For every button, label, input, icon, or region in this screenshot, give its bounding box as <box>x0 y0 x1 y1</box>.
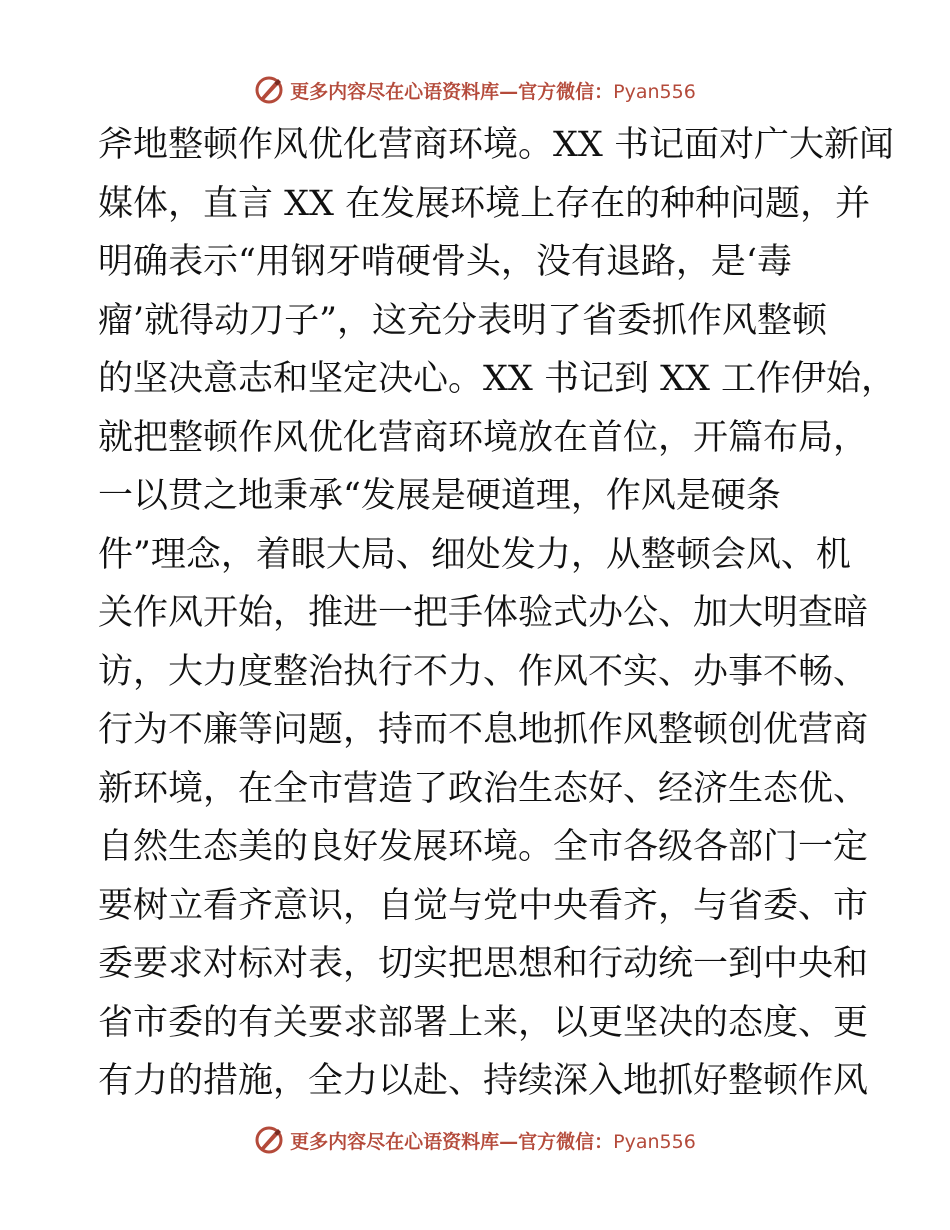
paragraph-line: 访，大力度整治执行不力、作风不实、办事不畅、 <box>98 651 869 692</box>
paragraph-line: 一以贯之地秉承“发展是硬道理，作风是硬条 <box>98 476 781 516</box>
paragraph-line: 新环境，在全市营造了政治生态好、经济生态优、 <box>98 768 869 809</box>
footer-watermark-text: 更多内容尽在心语资料库—官方微信：Pyan556 <box>290 1130 696 1153</box>
paragraph-line: 件”理念，着眼大局、细处发力，从整顿会风、机 <box>98 534 851 575</box>
pen-logo-icon <box>254 75 284 105</box>
paragraph-line: 自然生态美的良好发展环境。全市各级各部门一定 <box>98 827 869 867</box>
paragraph-line: 委要求对标对表，切实把思想和行动统一到中央和 <box>98 944 869 984</box>
paragraph-line: 明确表示“用钢牙啃硬骨头，没有退路，是‘毒 <box>98 242 793 282</box>
paragraph-line: 就把整顿作风优化营商环境放在首位，开篇布局， <box>98 417 869 458</box>
document-body <box>98 116 897 1111</box>
header-watermark <box>0 72 950 108</box>
footer-watermark <box>0 1122 950 1158</box>
paragraph-line: 的坚决意志和坚定决心。XX 书记到 XX 工作伊始， <box>98 359 897 399</box>
paragraph-line: 省市委的有关要求部署上来，以更坚决的态度、更 <box>98 1002 869 1043</box>
paragraph-line: 瘤’就得动刀子”，这充分表明了省委抓作风整顿 <box>98 300 828 341</box>
paragraph-line: 斧地整顿作风优化营商环境。XX 书记面对广大新闻 <box>98 125 894 165</box>
paragraph-line: 行为不廉等问题，持而不息地抓作风整顿创优营商 <box>98 710 869 750</box>
pen-logo-icon <box>254 1125 284 1155</box>
paragraph-line: 媒体，直言 XX 在发展环境上存在的种种问题，并 <box>98 183 871 224</box>
paragraph-line: 关作风开始，推进一把手体验式办公、加大明查暗 <box>98 593 869 633</box>
paragraph-line: 要树立看齐意识，自觉与党中央看齐，与省委、市 <box>98 885 869 926</box>
header-watermark-text: 更多内容尽在心语资料库—官方微信：Pyan556 <box>290 80 696 103</box>
paragraph-line: 有力的措施，全力以赴、持续深入地抓好整顿作风 <box>98 1061 869 1101</box>
